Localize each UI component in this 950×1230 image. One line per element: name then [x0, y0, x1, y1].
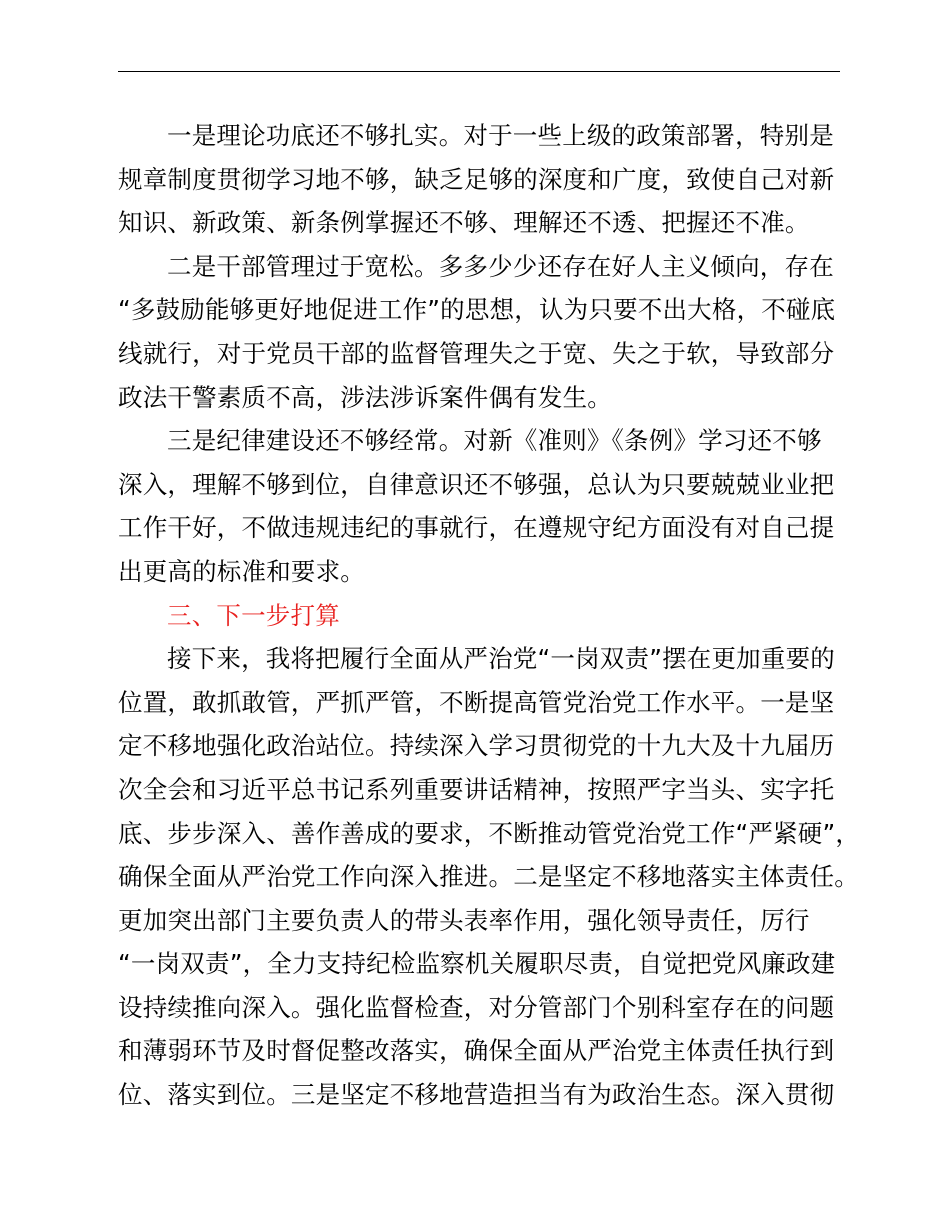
text-line: 知识、新政策、新条例掌握还不够、理解还不透、把握还不准。	[118, 208, 810, 238]
text-line: 位置，敢抓敢管，严抓严管，不断提高管党治党工作水平。一是坚	[118, 687, 835, 717]
paragraph-next-plan	[118, 637, 861, 1117]
paragraph-cadre-management	[118, 245, 858, 419]
text-line: 确保全面从严治党工作向深入推进。二是坚定不移地落实主体责任。	[118, 862, 859, 892]
text-line: 一是理论功底还不够扎实。对于一些上级的政策部署，特别是	[167, 121, 834, 150]
text-line: 线就行，对于党员干部的监督管理失之于宽、失之于软，导致部分	[118, 338, 835, 368]
document-body	[118, 114, 861, 1117]
text-line: 更加突出部门主要负责人的带头表率作用，强化领导责任，厉行	[118, 905, 810, 935]
text-line: 三是纪律建设还不够经常。对新《准则》《条例》学习还不够	[167, 426, 822, 456]
text-line: 深入，理解不够到位，自律意识还不够强，总认为只要兢兢业业把	[118, 469, 835, 499]
section-heading-next-steps: 三、下一步打算	[167, 600, 340, 630]
text-line: “一岗双责”，全力支持纪检监察机关履职尽责，自觉把党风廉政建	[118, 949, 836, 979]
text-line: 政法干警素质不高，涉法涉诉案件偶有发生。	[118, 382, 612, 412]
text-line: 接下来，我将把履行全面从严治党“一岗双责”摆在更加重要的	[167, 644, 835, 674]
paragraph-theory-foundation	[118, 114, 858, 245]
text-line: 工作干好，不做违规违纪的事就行，在遵规守纪方面没有对自己提	[118, 513, 835, 543]
text-line: 规章制度贯彻学习地不够，缺乏足够的深度和广度，致使自己对新	[118, 164, 835, 194]
text-line: 底、步步深入、善作善成的要求，不断推动管党治党工作“严紧硬”，	[118, 818, 861, 848]
text-line: 位、落实到位。三是坚定不移地营造担当有为政治生态。深入贯彻	[118, 1080, 835, 1110]
paragraph-discipline-building	[118, 419, 858, 593]
header-divider	[118, 71, 840, 72]
text-line: 二是干部管理过于宽松。多多少少还存在好人主义倾向，存在	[167, 251, 834, 281]
text-line: 次全会和习近平总书记系列重要讲话精神，按照严字当头、实字托	[118, 774, 835, 804]
text-line: 设持续推向深入。强化监督检查，对分管部门个别科室存在的问题	[118, 992, 835, 1022]
text-line: 定不移地强化政治站位。持续深入学习贯彻党的十九大及十九届历	[118, 731, 835, 761]
text-line: 和薄弱环节及时督促整改落实，确保全面从严治党主体责任执行到	[118, 1036, 835, 1066]
text-line: “多鼓励能够更好地促进工作”的思想，认为只要不出大格，不碰底	[118, 295, 836, 325]
text-line: 出更高的标准和要求。	[118, 556, 365, 586]
